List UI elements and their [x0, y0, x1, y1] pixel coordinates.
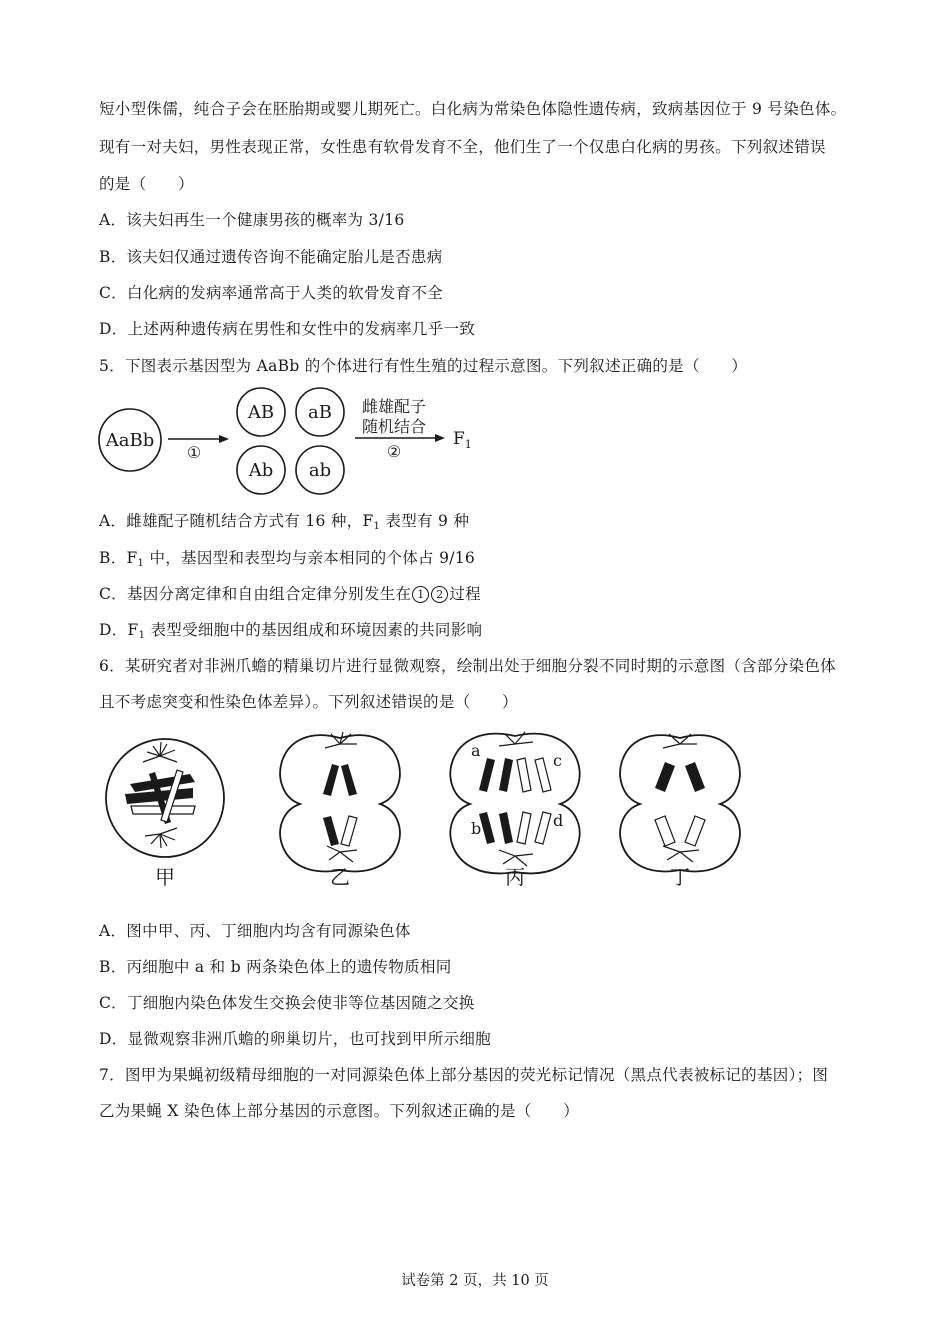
cell-label-jia: 甲: [155, 865, 175, 889]
gamete-aB: aB: [308, 402, 332, 423]
random-fusion-label-top: 雌雄配子: [361, 397, 427, 416]
gamete-ab: ab: [308, 460, 332, 481]
gamete-AB: AB: [247, 402, 275, 423]
q4-option-c: C．白化病的发病率通常高于人类的软骨发育不全: [99, 284, 443, 302]
parent-genotype: AaBb: [105, 430, 155, 451]
q4-line-3: 的是（ ）: [99, 175, 194, 193]
step-2-marker: ②: [386, 442, 402, 461]
cell-bing: [450, 732, 579, 873]
q4-line-1: 短小型侏儒，纯合子会在胚胎期或婴儿期死亡。白化病为常染色体隐性遗传病，致病基因位于 9 号染色体。: [99, 100, 847, 118]
cell-label-yi: 乙: [330, 865, 350, 889]
q5-gamete-diagram: [95, 385, 485, 500]
q6-cell-division-figure: [95, 722, 755, 892]
label-a: a: [471, 741, 481, 760]
step-1-marker: ①: [186, 443, 202, 462]
q5-option-a: A．雌雄配子随机结合方式有 16 种，$F_1$ 表型有 9 种: [99, 512, 470, 532]
circled-2: 2: [431, 586, 448, 603]
cell-ding: [620, 734, 740, 871]
q4-line-2: 现有一对夫妇，男性表现正常，女性患有软骨发育不全，他们生了一个仅患白化病的男孩。下列叙述错误: [99, 138, 826, 156]
q4-option-b: B．该夫妇仅通过遗传咨询不能确定胎儿是否患病: [99, 248, 443, 266]
f1-label: $F_1$: [453, 429, 472, 451]
q6-option-d: D．显微观察非洲爪蟾的卵巢切片，也可找到甲所示细胞: [99, 1030, 491, 1048]
gamete-Ab: Ab: [248, 460, 274, 481]
label-d: d: [553, 811, 564, 830]
q5-option-b: B．$F_1$ 中，基因型和表型均与亲本相同的个体占 9/16: [99, 549, 476, 569]
circled-1: 1: [412, 586, 429, 603]
q7-line-2: 乙为果蝇 X 染色体上部分基因的示意图。下列叙述正确的是（ ）: [99, 1102, 579, 1120]
label-c: c: [553, 751, 562, 770]
q7-line-1: 7．图甲为果蝇初级精母细胞的一对同源染色体上部分基因的荧光标记情况（黑点代表被标记的基因）；图: [99, 1066, 829, 1084]
q6-line-1: 6．某研究者对非洲爪蟾的精巢切片进行显微观察，绘制出处于细胞分裂不同时期的示意图（含部分染色体: [99, 657, 836, 675]
q5-option-d: D．$F_1$ 表型受细胞中的基因组成和环境因素的共同影响: [99, 621, 483, 641]
cell-label-ding: 丁: [670, 865, 690, 889]
q5-stem: 5．下图表示基因型为 AaBb 的个体进行有性生殖的过程示意图。下列叙述正确的是（ ）: [99, 357, 748, 375]
random-fusion-label-bottom: 随机结合: [361, 417, 427, 436]
q5-option-c: C．基因分离定律和自由组合定律分别发生在 1 2 过程: [99, 585, 481, 603]
cell-yi: [280, 732, 400, 871]
q6-line-2: 且不考虑突变和性染色体差异）。下列叙述错误的是（ ）: [99, 693, 518, 711]
q6-option-c: C．丁细胞内染色体发生交换会使非等位基因随之交换: [99, 994, 475, 1012]
q6-option-b: B．丙细胞中 a 和 b 两条染色体上的遗传物质相同: [99, 958, 452, 976]
cell-jia: [106, 739, 224, 857]
cell-label-bing: 丙: [505, 865, 525, 889]
q4-option-d: D．上述两种遗传病在男性和女性中的发病率几乎一致: [99, 320, 476, 338]
q4-option-a: A．该夫妇再生一个健康男孩的概率为 3/16: [99, 211, 405, 229]
label-b: b: [471, 819, 482, 838]
page-footer: 试卷第 2 页，共 10 页: [401, 1273, 549, 1289]
q6-option-a: A．图中甲、丙、丁细胞内均含有同源染色体: [99, 922, 411, 940]
